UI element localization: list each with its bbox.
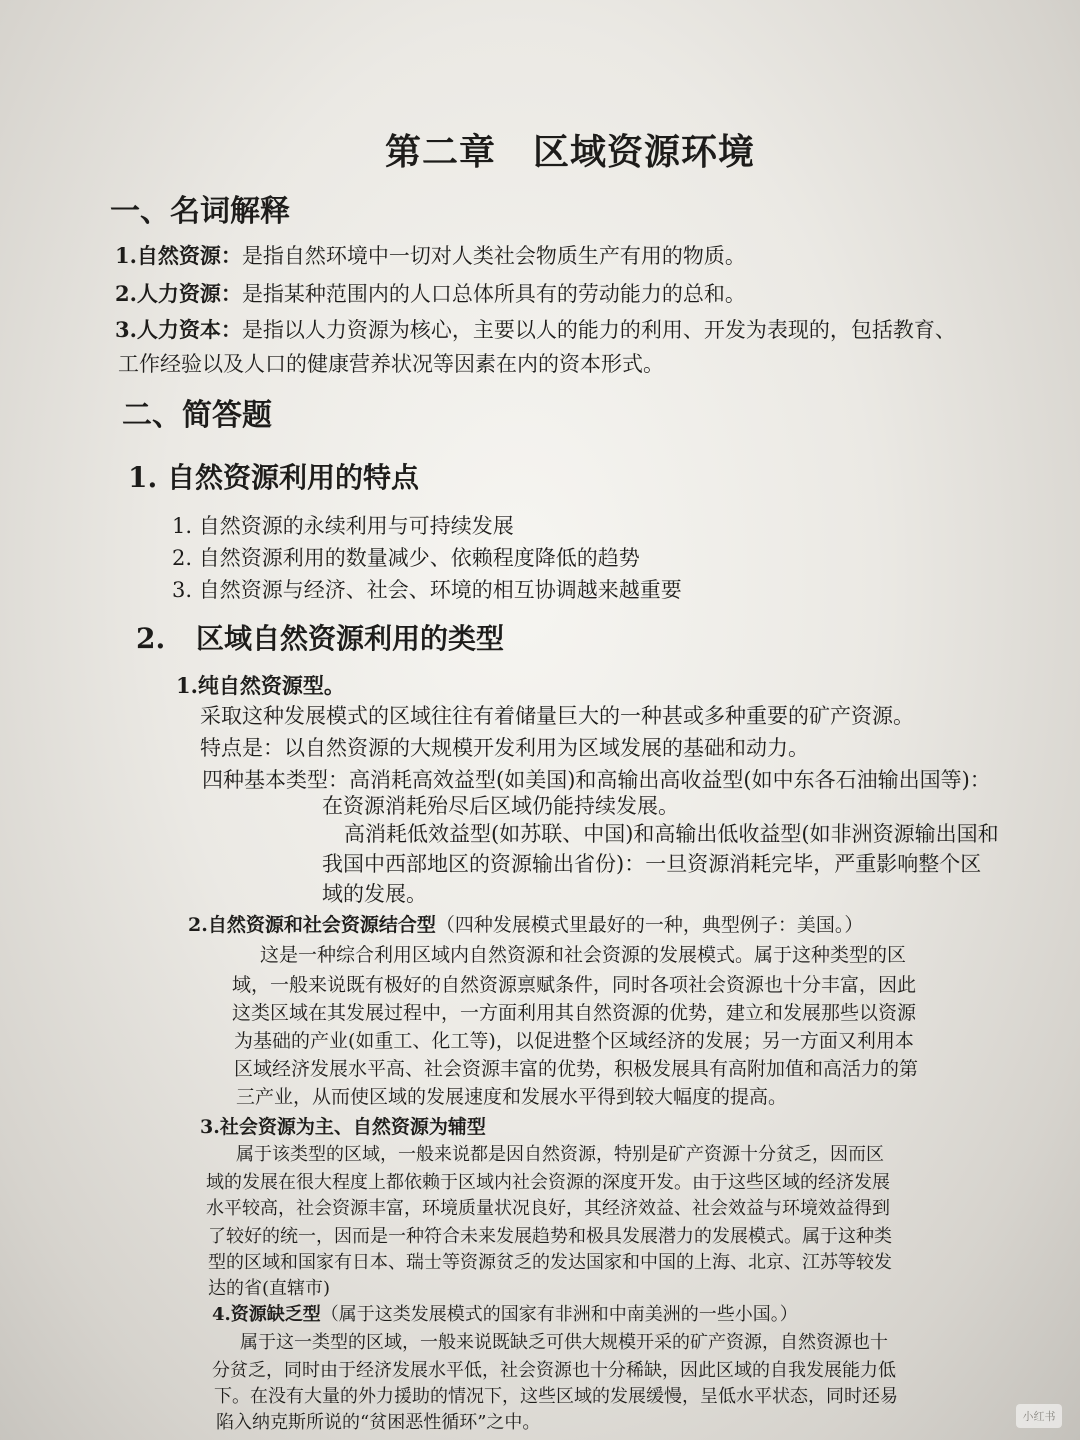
- type-3-line: 了较好的统一，因而是一种符合未来发展趋势和极具发展潜力的发展模式。属于这种类: [208, 1226, 892, 1247]
- type-1-line: 高消耗低效益型(如苏联、中国)和高输出低收益型(如非洲资源输出国和: [344, 822, 999, 846]
- type-3-line: 域的发展在很大程度上都依赖于区域内社会资源的深度开发。由于这些区域的经济发展: [206, 1172, 890, 1193]
- question-2-heading: 区域自然资源利用的类型: [196, 622, 505, 655]
- type-2-heading: 2.自然资源和社会资源结合型（四种发展模式里最好的一种，典型例子：美国。）: [188, 914, 864, 936]
- type-2-line: 为基础的产业(如重工、化工等)，以促进整个区域经济的发展；另一方面又利用本: [234, 1030, 914, 1052]
- type-4-heading: 4.资源缺乏型（属于这类发展模式的国家有非洲和中南美洲的一些小国。）: [212, 1304, 798, 1325]
- section-heading-short-answer: 二、简答题: [122, 398, 272, 433]
- term-definition: 是指某种范围内的人口总体所具有的劳动能力的总和。: [241, 282, 746, 306]
- term-label: 3.人力资本：: [115, 317, 242, 342]
- type-3-heading: 3.社会资源为主、自然资源为辅型: [200, 1116, 486, 1138]
- type-4-line: 分贫乏，同时由于经济发展水平低，社会资源也十分稀缺，因此区域的自我发展能力低: [212, 1360, 896, 1381]
- type-4-line: 属于这一类型的区域，一般来说既缺乏可供大规模开采的矿产资源，自然资源也十: [240, 1332, 888, 1353]
- watermark-logo: 小红书: [1016, 1404, 1062, 1428]
- type-1-line: 我国中西部地区的资源输出省份)：一旦资源消耗完毕，严重影响整个区: [322, 852, 982, 876]
- term-item-1: [115, 240, 746, 270]
- type-1-line: 在资源消耗殆尽后区域仍能持续发展。: [322, 794, 679, 818]
- term-definition: 是指以人力资源为核心，主要以人的能力的利用、开发为表现的，包括教育、: [241, 318, 956, 342]
- type-2-line: 三产业，从而使区域的发展速度和发展水平得到较大幅度的提高。: [236, 1086, 788, 1108]
- section-heading-terms: 一、名词解释: [110, 194, 290, 229]
- type-4-line: 下。在没有大量的外力援助的情况下，这些区域的发展缓慢，呈低水平状态，同时还易: [214, 1386, 898, 1407]
- type-2-line: 这是一种综合利用区域内自然资源和社会资源的发展模式。属于这种类型的区: [260, 944, 907, 966]
- type-1-line: 采取这种发展模式的区域往往有着储量巨大的一种甚或多种重要的矿产资源。: [200, 704, 914, 728]
- question-1-heading: 1. 自然资源利用的特点: [128, 461, 419, 494]
- type-3-line: 达的省(直辖市): [208, 1278, 331, 1299]
- chapter-title: 第二章 区域资源环境: [385, 131, 756, 173]
- question-1-point-3: 3. 自然资源与经济、社会、环境的相互协调越来越重要: [172, 578, 682, 602]
- term-item-3-continued: 工作经验以及人口的健康营养状况等因素在内的资本形式。: [118, 352, 664, 376]
- question-2-number: 2.: [136, 622, 166, 655]
- type-3-line: 属于该类型的区域，一般来说都是因自然资源，特别是矿产资源十分贫乏，因而区: [236, 1144, 884, 1165]
- type-3-line: 水平较高，社会资源丰富，环境质量状况良好，其经济效益、社会效益与环境效益得到: [206, 1198, 890, 1219]
- type-1-line: 特点是：以自然资源的大规模开发利用为区域发展的基础和动力。: [200, 736, 809, 760]
- term-label: 2.人力资源：: [115, 281, 242, 306]
- type-2-line: 这类区域在其发展过程中，一方面利用其自然资源的优势，建立和发展那些以资源: [232, 1002, 917, 1024]
- type-1-line: 域的发展。: [322, 882, 427, 906]
- type-2-note: （四种发展模式里最好的一种，典型例子：美国。）: [435, 914, 864, 936]
- type-1-line: 四种基本类型：高消耗高效益型(如美国)和高输出高收益型(如中东各石油输出国等)：: [202, 768, 991, 792]
- type-3-line: 型的区域和国家有日本、瑞士等资源贫乏的发达国家和中国的上海、北京、江苏等较发: [208, 1252, 892, 1273]
- question-1-point-1: 1. 自然资源的永续利用与可持续发展: [172, 514, 514, 538]
- term-definition: 是指自然环境中一切对人类社会物质生产有用的物质。: [241, 244, 746, 268]
- type-2-line: 区域经济发展水平高、社会资源丰富的优势，积极发展具有高附加值和高活力的第: [234, 1058, 919, 1080]
- type-1-heading: 1.纯自然资源型。: [176, 673, 345, 698]
- term-label: 1.自然资源：: [115, 243, 242, 268]
- type-4-line: 陷入纳克斯所说的“贫困恶性循环”之中。: [216, 1412, 541, 1433]
- type-4-note: （属于这类发展模式的国家有非洲和中南美洲的一些小国。）: [320, 1304, 798, 1325]
- term-item-3: [115, 314, 956, 344]
- question-1-point-2: 2. 自然资源利用的数量减少、依赖程度降低的趋势: [172, 546, 640, 570]
- term-item-2: [115, 278, 746, 308]
- type-2-line: 域，一般来说既有极好的自然资源禀赋条件，同时各项社会资源也十分丰富，因此: [232, 974, 917, 996]
